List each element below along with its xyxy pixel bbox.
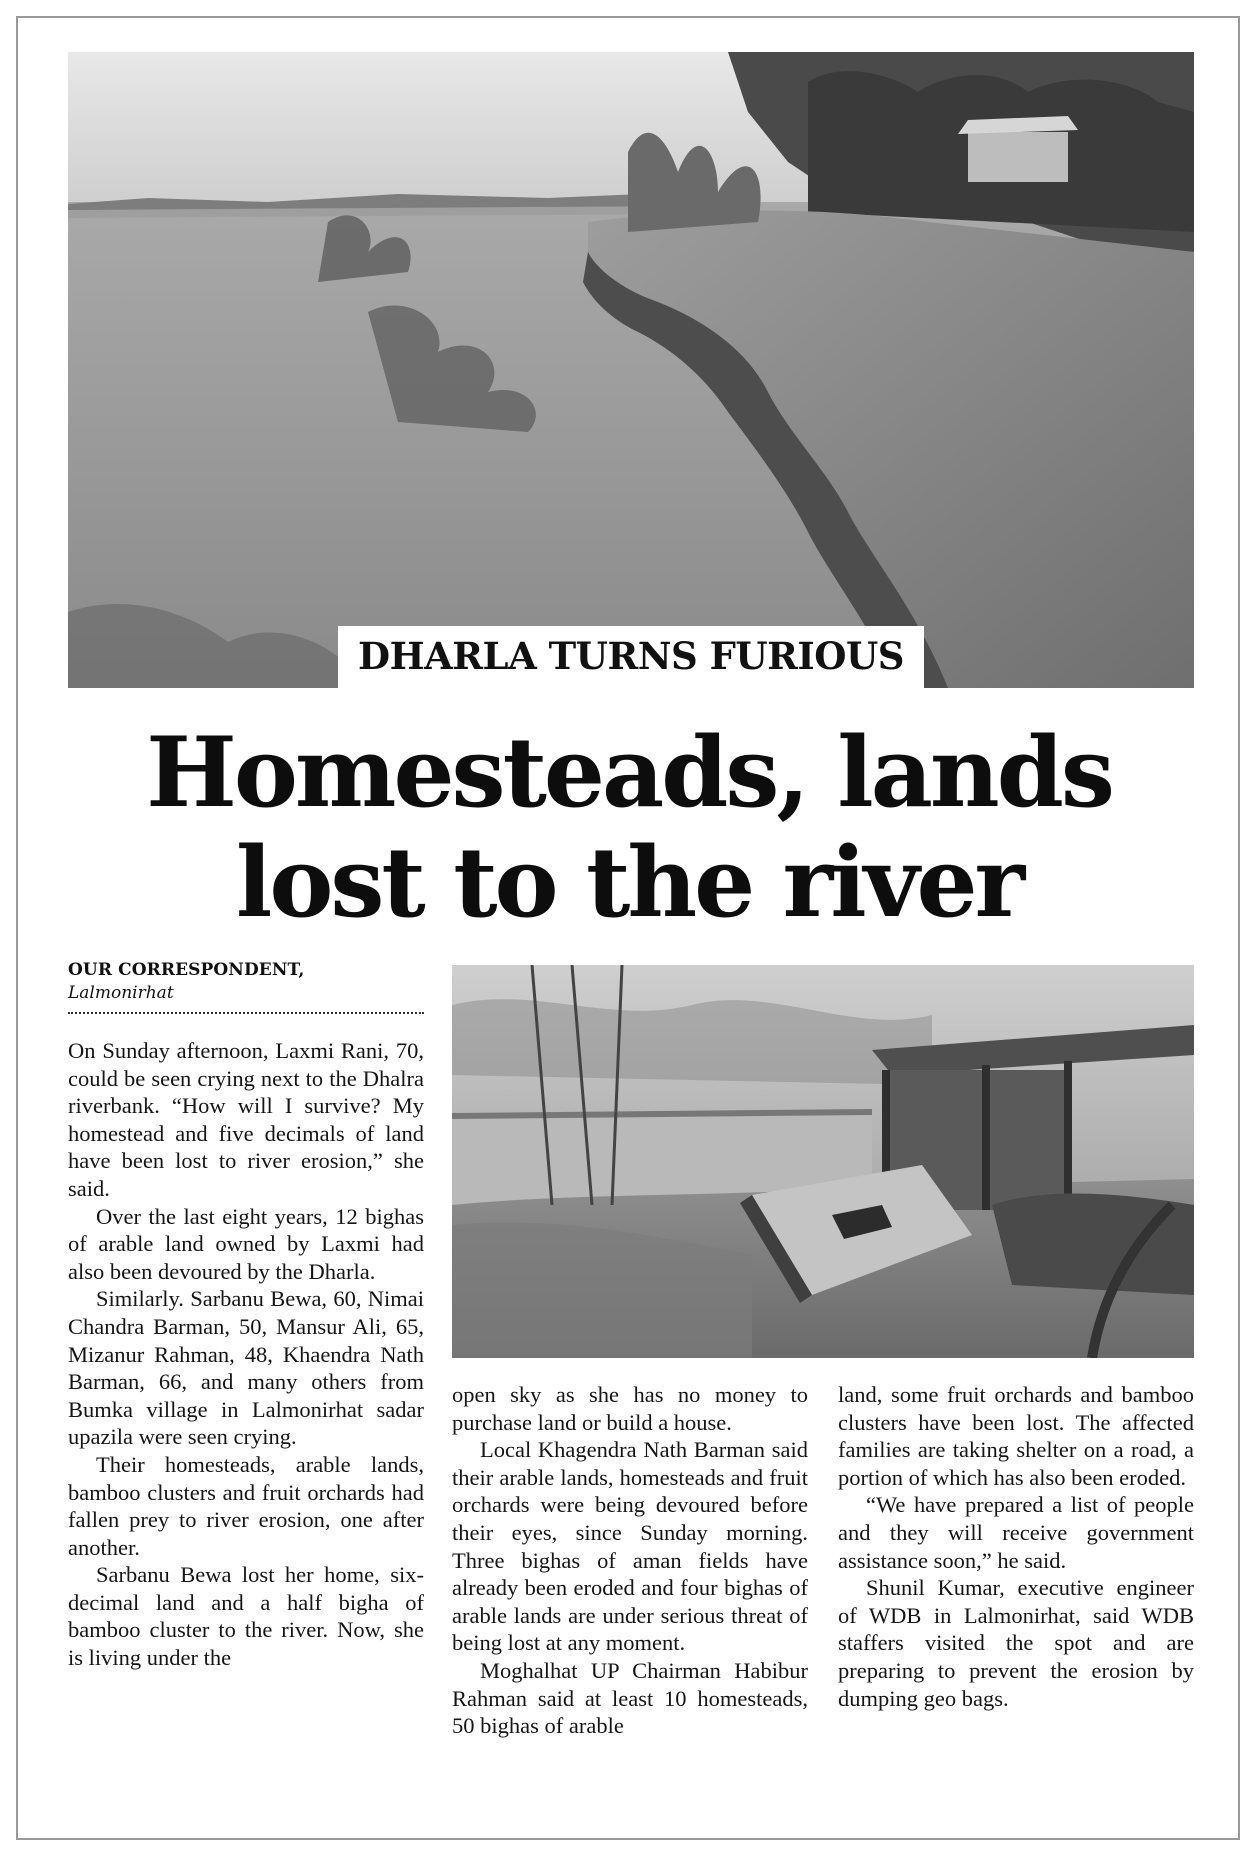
article-column-3 [838, 1381, 1194, 1712]
article-paragraph: Over the last eight years, 12 bighas of arable land owned by Laxmi had also been devoured by the Dharla. [68, 1203, 424, 1284]
article-paragraph: Sarbanu Bewa lost her home, six-decimal land and a half bigha of bamboo cluster to the river. Now, she is living under the [68, 1562, 424, 1671]
byline-divider [68, 1012, 424, 1014]
headline-line-2: lost to the river [235, 826, 1023, 939]
article-paragraph: Similarly. Sarbanu Bewa, 60, Nimai Chandra Barman, 50, Mansur Ali, 65, Mizanur Rahman, 48, Khaendra Nath Barman, 66, and many others from Bumka village in Lalmonirhat sadar upazila were seen crying. [68, 1286, 424, 1450]
kicker-label: DHARLA TURNS FURIOUS [358, 634, 904, 678]
kicker-box [338, 626, 924, 690]
article-paragraph: Local Khagendra Nath Barman said their arable lands, homesteads and fruit orchards were being devoured before their eyes, since Sunday morning. Three bighas of aman fields have already been eroded and four bighas of arable lands are under serious threat of being lost at any moment. [452, 1437, 808, 1656]
article-paragraph: Moghalhat UP Chairman Habibur Rahman said at least 10 homesteads, 50 bighas of arable [452, 1657, 808, 1739]
eroded-homestead-photo [452, 965, 1194, 1358]
headline-line-1: Homesteads, lands [146, 716, 1112, 829]
article-paragraph: Shunil Kumar, executive engineer of WDB in Lalmonirhat, said WDB staffers visited the spot and are preparing to prevent the erosion by dumping geo bags. [838, 1575, 1194, 1711]
byline-name: OUR CORRESPONDENT, [68, 960, 305, 980]
article-paragraph: “We have prepared a list of people and they will receive government assistance soon,” he said. [838, 1492, 1194, 1573]
article-paragraph: Their homesteads, arable lands, bamboo clusters and fruit orchards had fallen prey to river erosion, one after another. [68, 1451, 424, 1560]
riverbank-erosion-photo [68, 52, 1194, 688]
byline [68, 958, 424, 1014]
article-column-1 [68, 1037, 424, 1672]
article-column-2 [452, 1381, 808, 1740]
eroded-homestead-illustration [452, 965, 1194, 1358]
headline [40, 718, 1218, 938]
byline-place: Lalmonirhat [68, 983, 174, 1003]
riverbank-erosion-illustration [68, 52, 1194, 688]
article-paragraph: land, some fruit orchards and bamboo clusters have been lost. The affected families are taking shelter on a road, a portion of which has also been eroded. [838, 1382, 1194, 1490]
article-paragraph: open sky as she has no money to purchase land or build a house. [452, 1382, 808, 1435]
article-paragraph: On Sunday afternoon, Laxmi Rani, 70, could be seen crying next to the Dhalra riverbank. “How will I survive? My homestead and five decimals of land have been lost to river erosion,” she said. [68, 1038, 424, 1201]
